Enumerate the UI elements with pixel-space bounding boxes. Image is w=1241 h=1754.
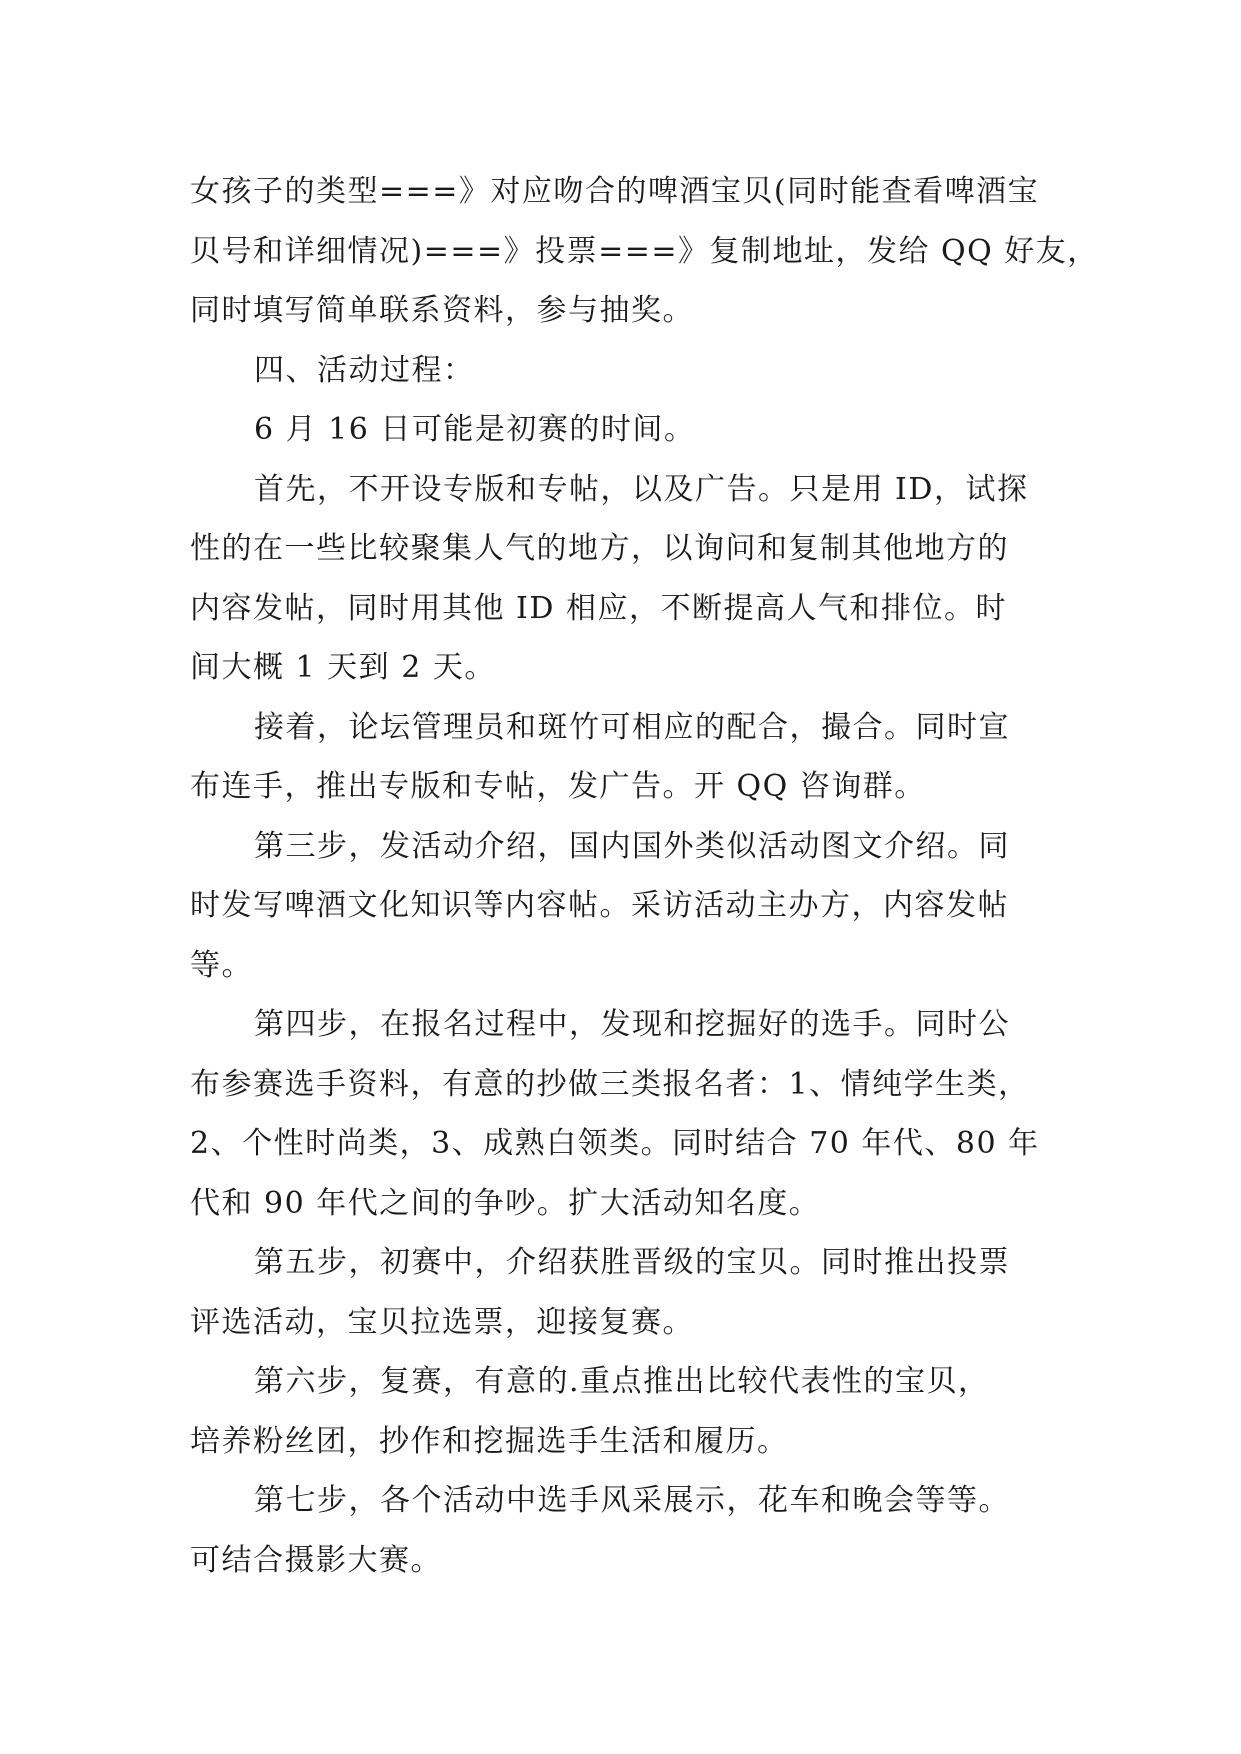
- text-line: 6 月 16 日可能是初赛的时间。: [254, 412, 696, 447]
- text-line: 间大概 1 天到 2 天。: [190, 650, 496, 685]
- text-line: 女孩子的类型===》对应吻合的啤酒宝贝(同时能查看啤酒宝: [190, 174, 1040, 209]
- text-line: 等。: [190, 947, 253, 983]
- text-line: 第四步，在报名过程中，发现和挖掘好的选手。同时公: [254, 1007, 1010, 1042]
- text-line: 性的在一些比较聚集人气的地方，以询问和复制其他地方的: [190, 531, 1009, 566]
- text-line: 第六步，复赛，有意的.重点推出比较代表性的宝贝，: [254, 1364, 990, 1399]
- text-line: 贝号和详细情况)===》投票===》复制地址，发给 QQ 好友，: [190, 233, 1099, 269]
- text-line: 首先，不开设专版和专帖，以及广告。只是用 ID，试探: [254, 471, 1029, 507]
- text-line: 评选活动，宝贝拉选票，迎接复赛。: [190, 1304, 694, 1340]
- text-line: 时发写啤酒文化知识等内容帖。采访活动主办方，内容发帖: [190, 888, 1009, 923]
- document-body: [190, 162, 1099, 1590]
- text-line: 接着，论坛管理员和斑竹可相应的配合，撮合。同时宣: [254, 709, 1010, 745]
- text-line: 可结合摄影大赛。: [190, 1542, 442, 1578]
- text-line: 布参赛选手资料，有意的抄做三类报名者：1、情纯学生类，: [190, 1066, 1030, 1102]
- text-line: 2、个性时尚类，3、成熟白领类。同时结合 70 年代、80 年: [190, 1126, 1040, 1161]
- text-line: 同时填写简单联系资料，参与抽奖。: [190, 293, 694, 328]
- text-line: 代和 90 年代之间的争吵。扩大活动知名度。: [190, 1185, 821, 1221]
- text-line: 布连手，推出专版和专帖，发广告。开 QQ 咨询群。: [190, 769, 926, 804]
- section-heading: 四、活动过程：: [254, 352, 475, 388]
- text-line: 第七步，各个活动中选手风采展示，花车和晚会等等。: [254, 1483, 1010, 1518]
- text-line: 第三步，发活动介绍，国内国外类似活动图文介绍。同: [254, 828, 1010, 864]
- text-line: 内容发帖，同时用其他 ID 相应，不断提高人气和排位。时: [190, 590, 1007, 626]
- text-line: 第五步，初赛中，介绍获胜晋级的宝贝。同时推出投票: [254, 1245, 1010, 1280]
- text-line: 培养粉丝团，抄作和挖掘选手生活和履历。: [190, 1423, 789, 1459]
